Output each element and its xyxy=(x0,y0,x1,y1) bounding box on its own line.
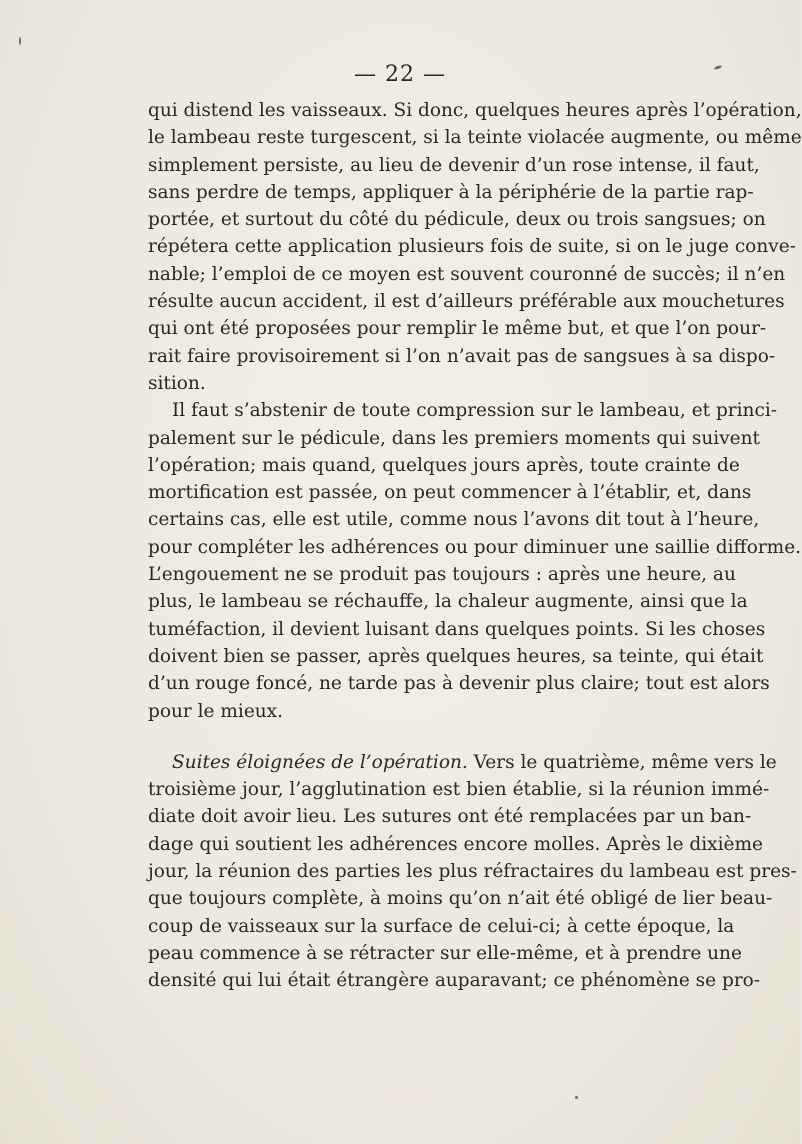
text-line: sans perdre de temps, appliquer à la périphérie de la partie rap- xyxy=(148,181,754,203)
text-line: que toujours complète, à moins qu’on n’ait été obligé de lier beau- xyxy=(148,888,773,910)
text-line: Il faut s’abstenir de toute compression sur le lambeau, et princi- xyxy=(172,400,777,422)
text-line: mortification est passée, on peut commencer à l’établir, et, dans xyxy=(148,482,752,504)
text-line: sition. xyxy=(148,372,206,394)
text-line: le lambeau reste turgescent, si la teinte violacée augmente, ou même xyxy=(148,127,802,149)
text-line: qui distend les vaisseaux. Si donc, quelques heures après l’opération, xyxy=(148,100,802,121)
section-title: Suites éloignées de l’opération. xyxy=(172,751,468,773)
text-line xyxy=(148,749,777,776)
paragraph-spacer xyxy=(148,725,718,749)
text-line: dage qui soutient les adhérences encore molles. Après le dixième xyxy=(148,833,763,855)
section-first-line-text: Vers le quatrième, même vers le xyxy=(467,751,777,773)
ink-speck xyxy=(575,1096,578,1099)
text-line: plus, le lambeau se réchauffe, la chaleur augmente, ainsi que la xyxy=(148,591,748,613)
text-line: simplement persiste, au lieu de devenir d’un rose intense, il faut, xyxy=(148,154,760,176)
text-line: portée, et surtout du côté du pédicule, deux ou trois sangsues; on xyxy=(148,209,766,231)
page-number: — 22 — xyxy=(354,62,446,87)
text-line: troisième jour, l’agglutination est bien établie, si la réunion immé- xyxy=(148,779,770,801)
text-line: nable; l’emploi de ce moyen est souvent couronné de succès; il n’en xyxy=(148,263,786,285)
text-line: résulte aucun accident, il est d’ailleurs préférable aux mouchetures xyxy=(148,291,785,313)
paragraph-2 xyxy=(148,397,802,725)
text-line: pour le mieux. xyxy=(148,700,284,722)
ink-speck xyxy=(19,37,21,45)
text-line: densité qui lui était étrangère auparavant; ce phénomène se pro- xyxy=(148,970,761,992)
text-line: certains cas, elle est utile, comme nous l’avons dit tout à l’heure, xyxy=(148,509,760,531)
text-line: qui ont été proposées pour remplir le même but, et que l’on pour- xyxy=(148,318,767,340)
body-text xyxy=(148,97,802,995)
text-line: pour compléter les adhérences ou pour diminuer une saillie difforme. xyxy=(148,536,802,558)
text-line: palement sur le pédicule, dans les premiers moments qui suivent xyxy=(148,427,760,449)
text-line: doivent bien se passer, après quelques heures, sa teinte, qui était xyxy=(148,645,764,667)
text-line: tuméfaction, il devient luisant dans quelques points. Si les choses xyxy=(148,618,766,640)
text-line: répétera cette application plusieurs fois de suite, si on le juge conve- xyxy=(148,236,796,258)
text-line: L’engouement ne se produit pas toujours : après une heure, au xyxy=(148,564,736,586)
paragraph-3 xyxy=(148,749,797,995)
text-line: rait faire provisoirement si l’on n’avait pas de sangsues à sa dispo- xyxy=(148,345,776,367)
text-line: l’opération; mais quand, quelques jours après, toute crainte de xyxy=(148,454,740,476)
text-line: jour, la réunion des parties les plus réfractaires du lambeau est pres- xyxy=(148,861,797,883)
text-line: coup de vaisseaux sur la surface de celui-ci; à cette époque, la xyxy=(148,915,735,937)
paragraph-1 xyxy=(148,97,802,397)
text-line: peau commence à se rétracter sur elle-même, et à prendre une xyxy=(148,942,742,964)
text-line: diate doit avoir lieu. Les sutures ont été remplacées par un ban- xyxy=(148,806,752,828)
text-line: d’un rouge foncé, ne tarde pas à devenir plus claire; tout est alors xyxy=(148,673,770,695)
